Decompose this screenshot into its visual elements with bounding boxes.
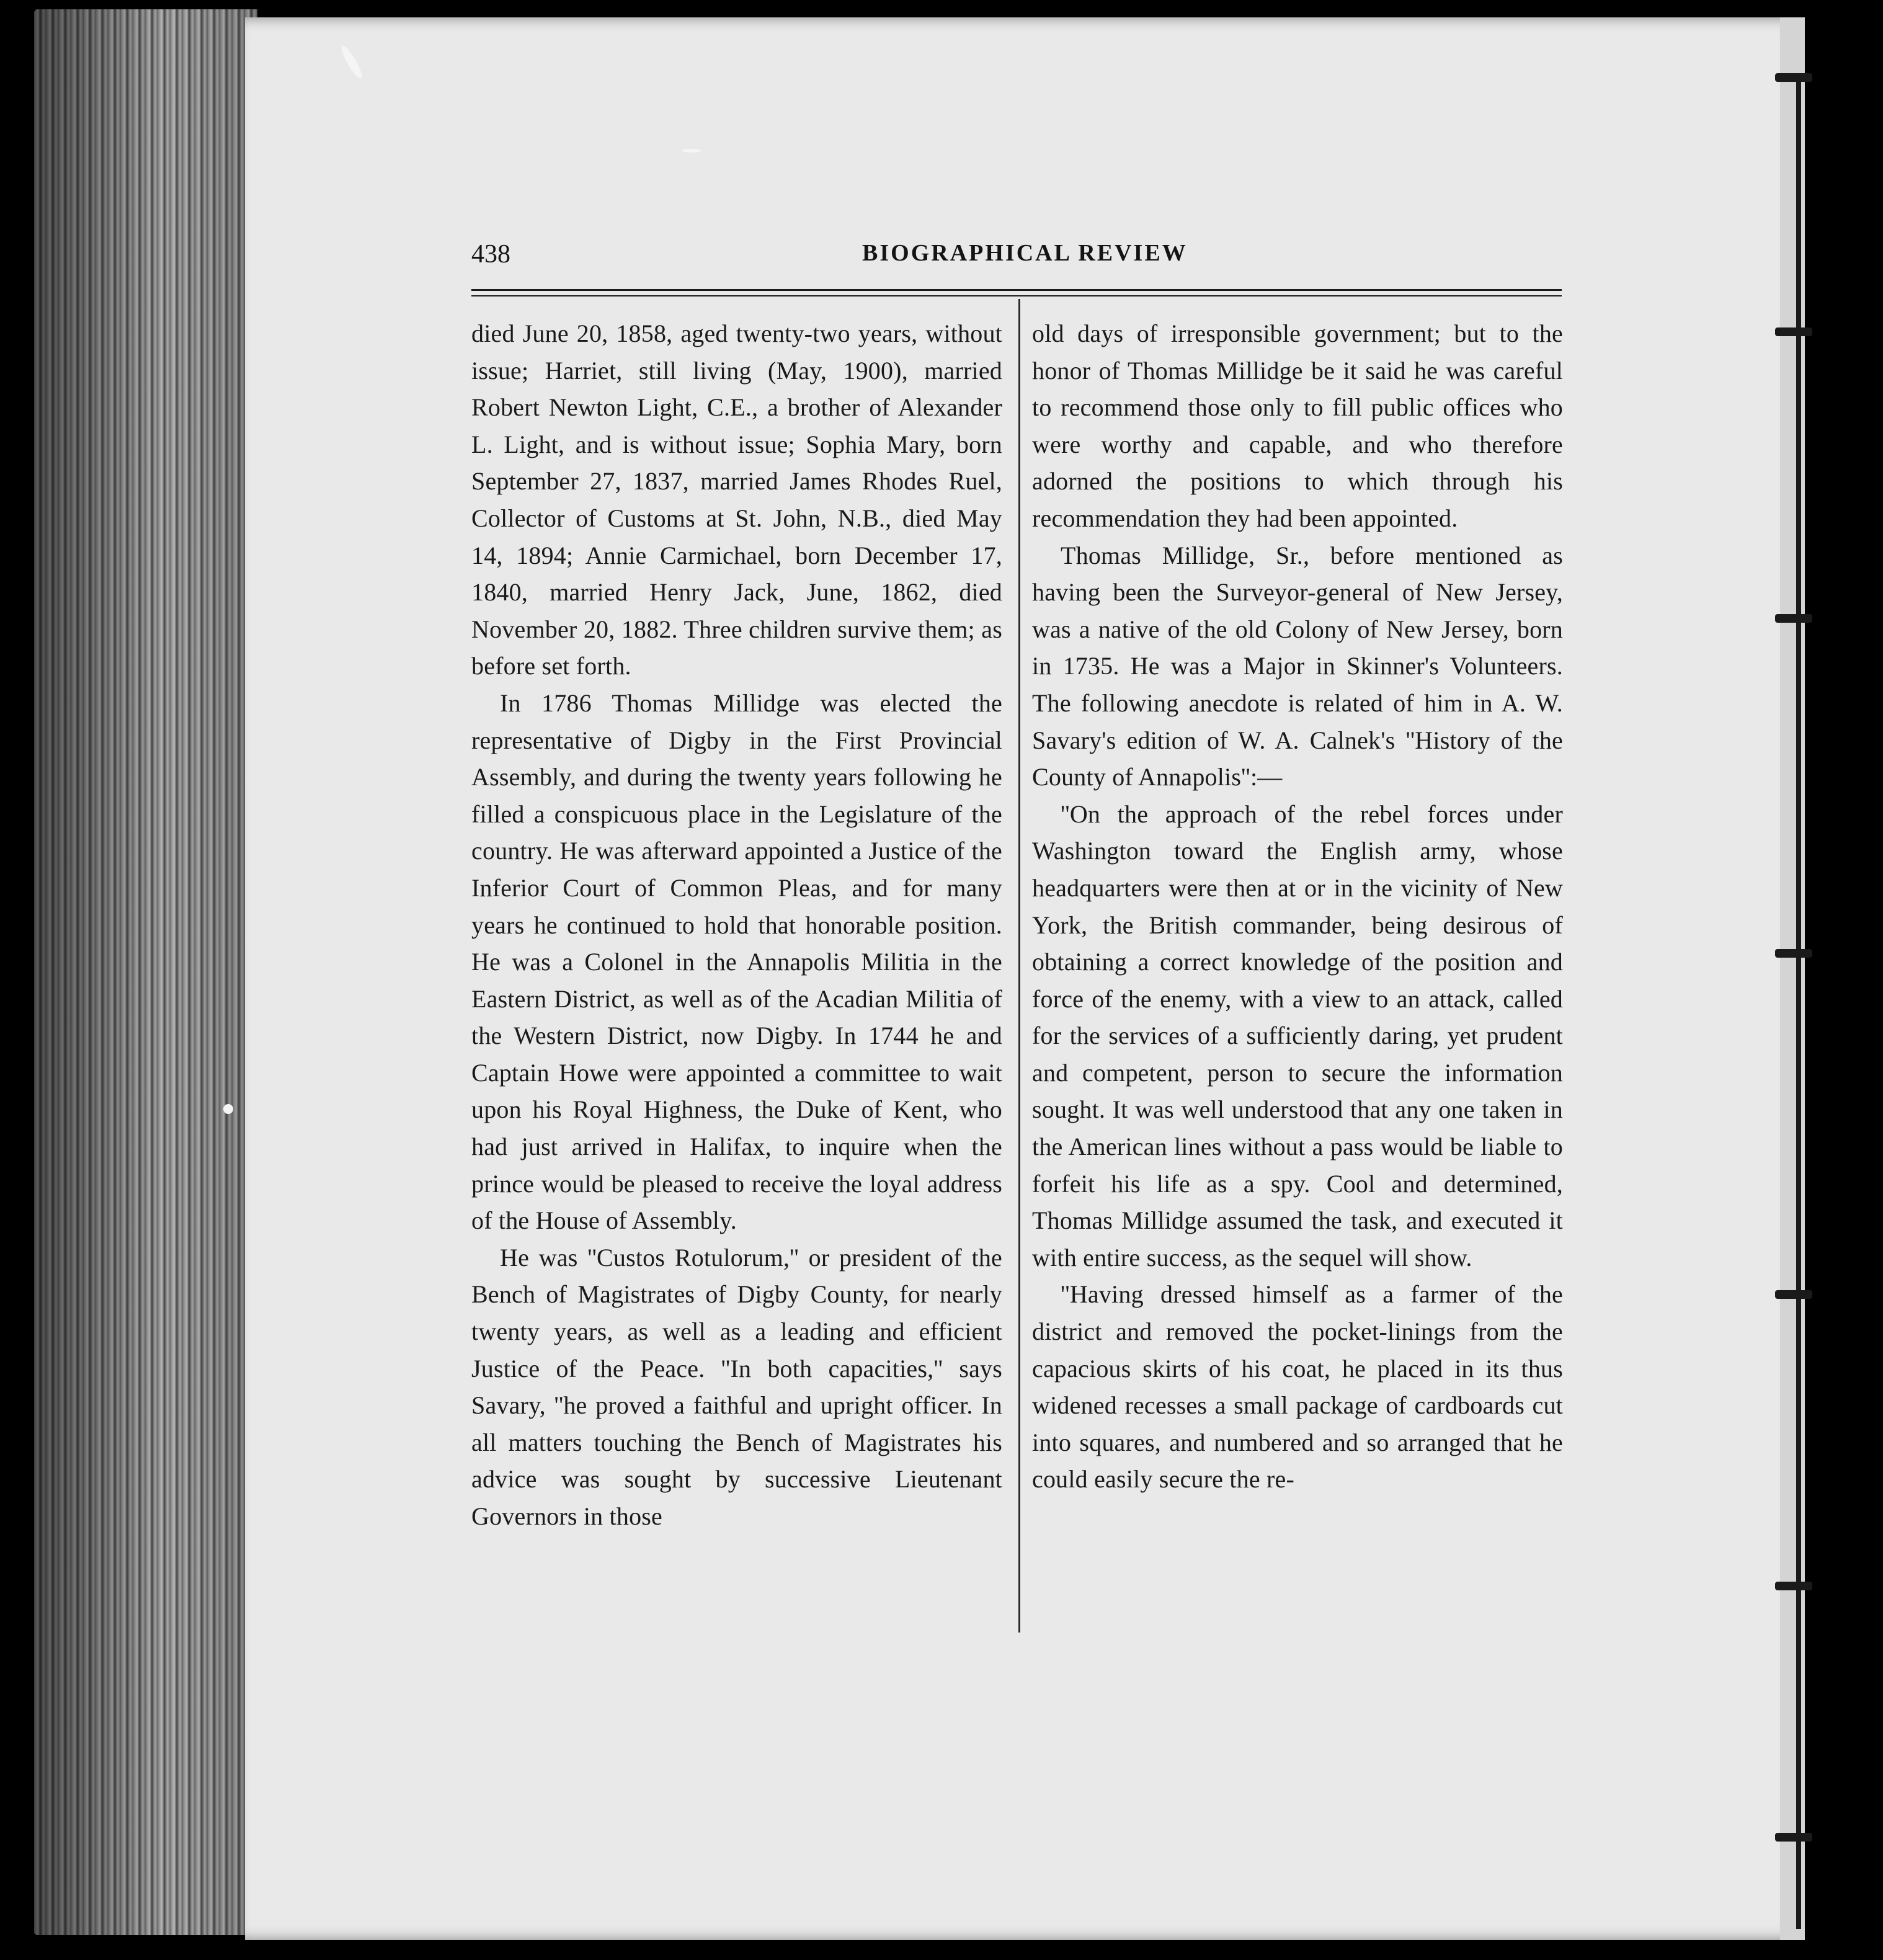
edge-tick-mark — [1775, 1833, 1812, 1842]
edge-tick-mark — [1775, 1582, 1812, 1590]
scan-speck — [223, 1104, 233, 1114]
scan-border-right — [1817, 0, 1883, 1960]
edge-tick-mark — [1775, 949, 1812, 958]
edge-tick-mark — [1775, 327, 1812, 336]
running-title: BIOGRAPHICAL REVIEW — [862, 240, 1188, 266]
page-edge-shadow — [34, 9, 257, 1935]
paragraph: ''On the approach of the rebel forces under Washington toward the English army, whose headquarters were then at or in the vicinity of New York, the British commander, being desirous of obtaining a correct knowledge of the position and force of the enemy, with a view to an attack, called for the services of a sufficiently daring, yet prudent and competent, person to secure the information sought. It was well understood that any one taken in the American lines without a pass would be liable to forfeit his life as a spy. Cool and determined, Thomas Millidge assumed the task, and executed it with entire success, as the sequel will show. — [1032, 800, 1563, 1272]
header-rule — [471, 295, 1562, 296]
paragraph: died June 20, 1858, aged twenty-two years, without issue; Harriet, still living (May, 1900), married Robert Newton Light, C.E., a brother of Alexander L. Light, and is without issue; Sophia Mary, born September 27, 1837, married James Rhodes Ruel, Collector of Customs at St. John, N.B., died May 14, 1894; Annie Carmichael, born December 17, 1840, married Henry Jack, June, 1862, died November 20, 1882. Three children survive them; as before set forth. — [471, 319, 1002, 680]
right-edge-rule — [1796, 74, 1801, 1929]
edge-tick-mark — [1775, 614, 1812, 623]
paragraph: Thomas Millidge, Sr., before mentioned as having been the Surveyor-general of New Jersey, was a native of the old Colony of New Jersey, born in 1735. He was a Major in Skinner's Volunteers. The following anecdote is related of him in A. W. Savary's edition of W. A. Calnek's ''History of the County of Annapolis'':— — [1032, 541, 1563, 791]
paragraph: He was ''Custos Rotulorum,'' or president of the Bench of Magistrates of Digby County, for nearly twenty years, as well as a leading and efficient Justice of the Peace. ''In both capacities,'' says Savary, ''he proved a faithful and upright officer. In all matters touching the Bench of Magistrates his advice was sought by successive Lieutenant Governors in those — [471, 1243, 1002, 1530]
running-head — [471, 239, 1563, 277]
paragraph: old days of irresponsible government; but to the honor of Thomas Millidge be it said he was careful to recommend those only to fill public offices who were worthy and capable, and who therefore adorned the positions to which through his recommendation they had been appointed. — [1032, 319, 1563, 532]
scan-speck — [682, 149, 701, 153]
paragraph: In 1786 Thomas Millidge was elected the representative of Digby in the First Provincial Assembly, and during the twenty years following he filled a conspicuous place in the Legislature of the country. He was afterward appointed a Justice of the Inferior Court of Common Pleas, and for many years he continued to hold that honorable position. He was a Colonel in the Annapolis Militia in the Eastern District, as well as of the Acadian Militia of the Western District, now Digby. In 1744 he and Captain Howe were appointed a committee to wait upon his Royal Highness, the Duke of Kent, who had just arrived in Halifax, to inquire when the prince would be pleased to receive the loyal address of the House of Assembly. — [471, 688, 1002, 1235]
edge-tick-mark — [1775, 73, 1812, 82]
header-rule — [471, 289, 1562, 291]
page-number: 438 — [471, 240, 510, 269]
paragraph: ''Having dressed himself as a farmer of the district and removed the pocket-linings from the capacious skirts of his coat, he placed in its thus widened recesses a small package of cardboards cut into squares, and numbered and so arranged that he could easily secure the re- — [1032, 1280, 1563, 1494]
right-text-column — [1032, 315, 1563, 1498]
edge-tick-mark — [1775, 1290, 1812, 1299]
left-text-column — [471, 315, 1002, 1535]
column-divider — [1018, 299, 1020, 1633]
right-margin-strip — [1780, 17, 1805, 1940]
